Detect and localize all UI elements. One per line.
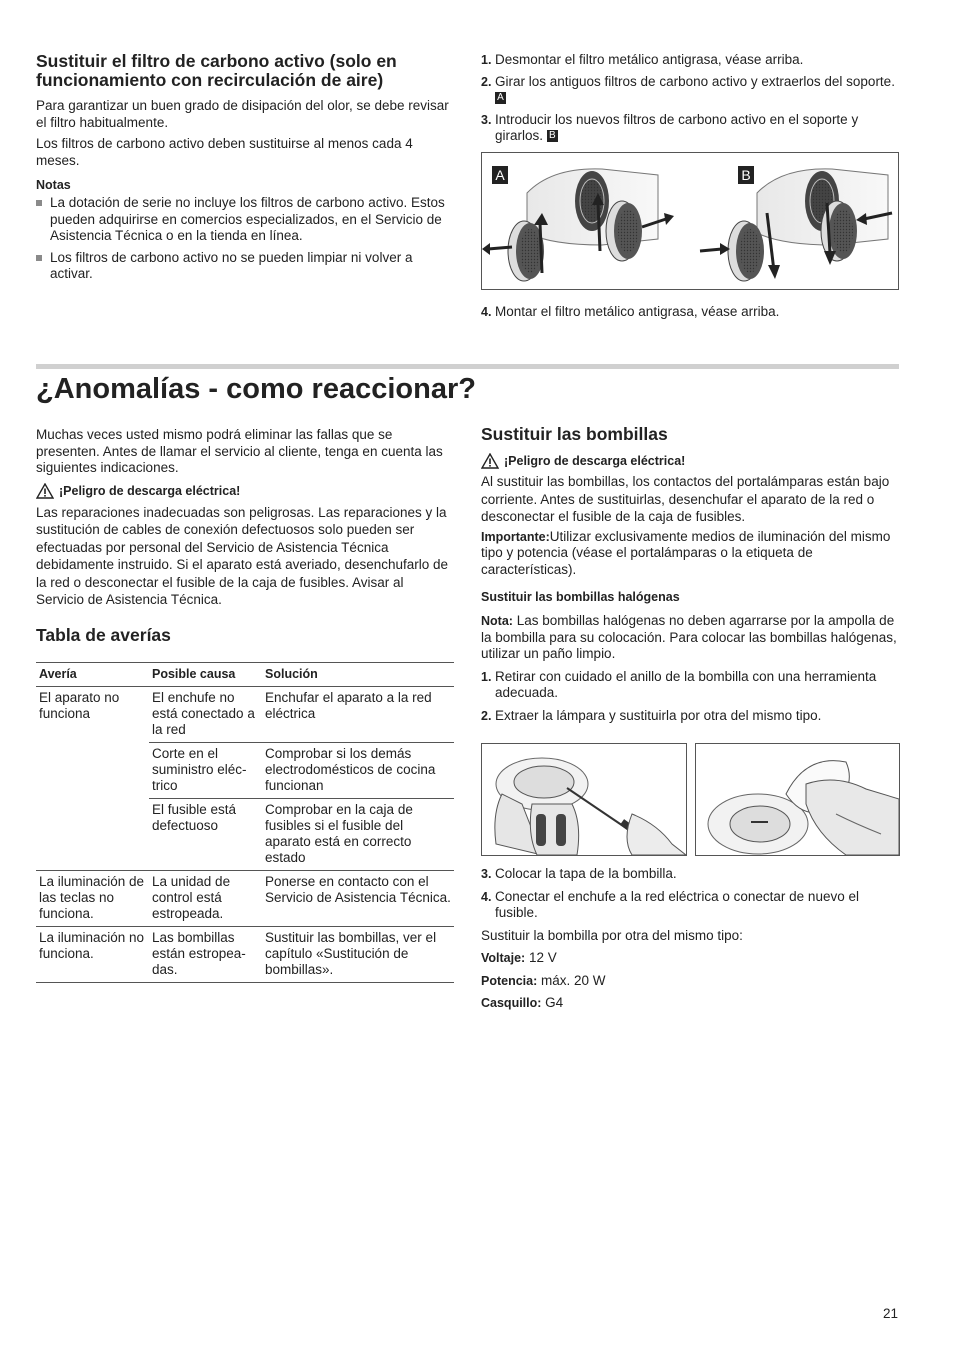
figure-label-b: B — [741, 167, 751, 183]
warning-label: ¡Peligro de descarga eléctrica! — [504, 454, 686, 468]
step-number: 3. — [481, 867, 492, 881]
paragraph: Los filtros de carbono activo deben sustituirse al menos cada 4 meses. — [36, 136, 413, 168]
figure-label-a: A — [495, 167, 505, 183]
section-carbon-filter — [36, 52, 454, 283]
cause-cell: El fusible está defectuoso — [149, 798, 262, 870]
carbon-filter-figure — [481, 152, 899, 290]
spec-value: G4 — [541, 995, 564, 1010]
step-text: Conectar el enchufe a la red eléctrica o conectar de nuevo el fusible. — [495, 888, 859, 920]
important-text: Utilizar exclusivamente medios de iluminación del mismo tipo y potencia (véase el portalámparas o la etiqueta de características). — [481, 528, 891, 577]
fault-cell: La iluminación no funciona. — [36, 926, 149, 982]
hand-cloth-illustration — [696, 744, 899, 855]
note-label: Nota: — [481, 614, 513, 628]
note-text: Las bombillas halógenas no deben agarrarse por la ampolla de la bombilla para su colocación. Para colocar las bombillas halógenas, utilizar un paño limpio. — [481, 613, 897, 661]
warning-label: ¡Peligro de descarga eléctrica! — [59, 483, 241, 498]
replace-text: Sustituir la bombilla por otra del mismo tipo: — [481, 927, 743, 943]
list-item — [36, 195, 454, 245]
step-text: Girar los antiguos filtros de carbono activo y extraerlos del soporte. — [495, 73, 895, 89]
section-divider — [36, 364, 899, 369]
spec-power — [481, 973, 899, 990]
warning-text: Al sustituir las bombillas, los contactos del portalámparas están bajo corriente. Antes de sustituirlas, desenchufar el aparato de la red o desconectar el fusible de la caja de fusibles. — [481, 474, 890, 524]
step-number: 2. — [481, 708, 492, 723]
solution-cell: Ponerse en contacto con el Servicio de Asistencia Técnica. — [262, 870, 454, 926]
step — [481, 74, 899, 107]
important-paragraph — [481, 529, 899, 579]
fault-cell: El aparato no funciona — [39, 689, 120, 721]
step-number: 1. — [481, 669, 492, 684]
paragraph: Para garantizar un buen grado de disipación del olor, se debe revisar el filtro habitualmente. — [36, 98, 449, 130]
bulbs-section — [481, 424, 899, 724]
note-text: La dotación de serie no incluye los filtros de carbono activo. Estos pueden adquirirse en comercios especializados, en el Servicio de Asistencia Técnica o en la tienda en línea. — [50, 195, 445, 243]
troubleshooting-section — [36, 427, 454, 983]
table-title: Tabla de averías — [36, 624, 171, 645]
table-header-row — [36, 662, 454, 686]
note-paragraph — [481, 613, 899, 663]
solution-cell: Sustituir las bombillas, ver el capítulo «Sustitución de bombillas». — [262, 926, 454, 982]
section-title: Sustituir las bombillas — [481, 424, 668, 444]
warning-text: Las reparaciones inadecuadas son peligrosas. Las reparaciones y la sustitución de cables de conexión defectuosos solo pueden ser efectuadas por personal del Servicio de Asistencia Técnica debidamente instruido. Si el aparato está averiado, desenchufarlo de la red o desconectar el fusible de la caja de fusibles. Avisar al Servicio de Asistencia Técnica. — [36, 504, 449, 607]
warning-icon — [481, 453, 499, 469]
page-number: 21 — [882, 1306, 898, 1321]
warning-heading — [36, 483, 454, 499]
figure-ref-badge: A — [495, 92, 506, 104]
step-text: Desmontar el filtro metálico antigrasa, véase arriba. — [495, 52, 804, 67]
cause-cell: Las bombillas están estropea-das. — [149, 926, 262, 982]
figure-ref-badge: B — [547, 130, 558, 142]
step — [481, 889, 899, 922]
column-header: Solución — [262, 662, 454, 686]
panel-b — [700, 166, 892, 281]
step-text: Introducir los nuevos filtros de carbono activo en el soporte y girarlos. — [495, 111, 859, 143]
table-row — [36, 870, 454, 926]
spec-label: Potencia: — [481, 973, 538, 988]
table-row — [36, 686, 454, 742]
step — [481, 669, 899, 702]
step-text: Extraer la lámpara y sustituirla por otra del mismo tipo. — [495, 707, 822, 723]
panel-a — [482, 166, 674, 281]
carbon-filter-steps — [481, 52, 899, 145]
fault-cell: La iluminación de las teclas no funciona. — [36, 870, 149, 926]
list-item — [36, 250, 454, 283]
spec-socket — [481, 995, 899, 1012]
step-text: Retirar con cuidado el anillo de la bombilla con una herramienta adecuada. — [495, 668, 877, 700]
spec-value: máx. 20 W — [537, 972, 606, 988]
important-label: Importante: — [481, 529, 550, 544]
subsection-title: Sustituir las bombillas halógenas — [481, 590, 680, 604]
spec-voltage — [481, 950, 899, 967]
bullet-icon — [36, 200, 42, 206]
bulb-figure-remove-ring — [481, 743, 687, 856]
bulbs-section-continued — [481, 866, 899, 1012]
cause-cell: El enchufe no está conectado a la red — [152, 689, 255, 737]
chapter-title: ¿Anomalías - como reaccionar? — [36, 373, 476, 405]
notes-label: Notas — [36, 178, 71, 192]
bulb-figure-replace-lamp — [695, 743, 900, 856]
warning-icon — [36, 483, 54, 499]
solution-cell: Enchufar el aparato a la red eléctrica — [265, 689, 432, 721]
warning-heading — [481, 453, 899, 469]
spec-label: Casquillo: — [481, 996, 542, 1010]
step — [481, 866, 899, 883]
step-number: 4. — [481, 305, 492, 319]
hand-tool-illustration — [482, 744, 686, 855]
step — [481, 112, 899, 145]
bullet-icon — [36, 255, 42, 261]
step — [481, 304, 899, 321]
column-header: Posible causa — [149, 662, 262, 686]
solution-cell: Comprobar si los demás electrodomésticos de cocina funcionan — [262, 742, 454, 798]
step-number: 1. — [481, 53, 492, 67]
table-row — [36, 926, 454, 982]
step — [481, 52, 899, 69]
cause-cell: Corte en el suministro eléc-trico — [149, 742, 262, 798]
spec-label: Voltaje: — [481, 951, 526, 965]
solution-cell: Comprobar en la caja de fusibles si el fusible del aparato está en correcto estado — [262, 798, 454, 870]
fault-table — [36, 662, 454, 983]
step-number: 2. — [481, 74, 492, 89]
note-text: Los filtros de carbono activo no se pueden limpiar ni volver a activar. — [50, 249, 413, 281]
step-number: 4. — [481, 889, 492, 904]
column-header: Avería — [36, 662, 149, 686]
intro-paragraph: Muchas veces usted mismo podrá eliminar las fallas que se presenten. Antes de llamar el servicio al cliente, tenga en cuenta las siguientes indicaciones. — [36, 427, 443, 475]
step-text: Colocar la tapa de la bombilla. — [495, 866, 677, 881]
step-text: Montar el filtro metálico antigrasa, véase arriba. — [495, 304, 780, 319]
step-number: 3. — [481, 112, 492, 127]
carbon-filter-illustration — [482, 153, 898, 289]
step — [481, 708, 899, 725]
cause-cell: La unidad de control está estropeada. — [149, 870, 262, 926]
section-title: Sustituir el filtro de carbono activo (solo en funcionamiento con recirculación de aire) — [36, 51, 397, 90]
spec-value: 12 V — [525, 950, 557, 965]
